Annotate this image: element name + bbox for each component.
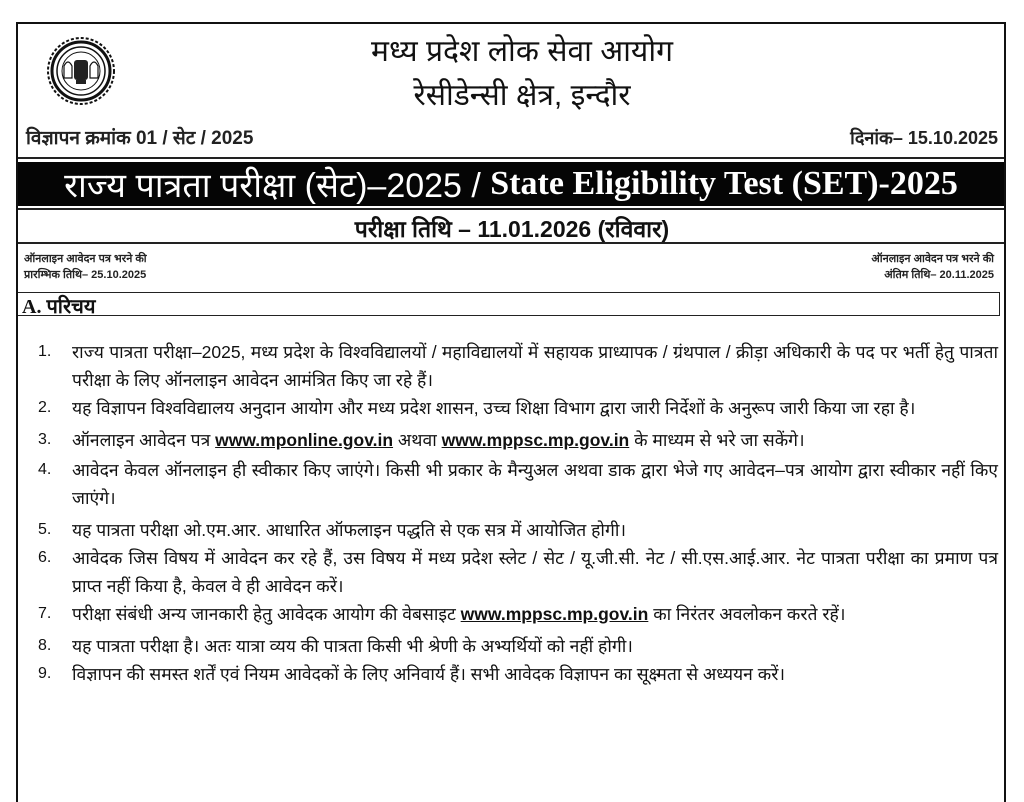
list-item: 2. यह विज्ञापन विश्वविद्यालय अनुदान आयोग और मध्य प्रदेश शासन, उच्च शिक्षा विभाग द्वारा जारी निर्देशों के अनुरूप जारी किया जा रहा है।	[38, 398, 916, 418]
exam-date-value: 11.01.2026	[477, 216, 592, 242]
advertisement-date	[850, 126, 998, 150]
section-heading-box	[18, 292, 1000, 316]
mppsc-website-link[interactable]: www.mppsc.mp.gov.in	[460, 604, 649, 624]
exam-date	[0, 212, 1024, 244]
section-heading: A. परिचय	[22, 296, 96, 318]
commission-address: रेसीडेन्सी क्षेत्र, इन्दौर	[413, 79, 631, 112]
mponline-link[interactable]: www.mponline.gov.in	[215, 430, 394, 450]
commission-name: मध्य प्रदेश लोक सेवा आयोग	[371, 35, 673, 68]
list-item: 8. यह पात्रता परीक्षा है। अतः यात्रा व्यय की पात्रता किसी भी श्रेणी के अभ्यर्थियों को नहीं होगी।	[38, 636, 633, 656]
exam-title-bar	[18, 162, 1004, 206]
exam-title-hindi: राज्य पात्रता परीक्षा (सेट)–2025 /	[64, 167, 481, 205]
list-item: 7. परीक्षा संबंधी अन्य जानकारी हेतु आवेदक आयोग की वेबसाइट www.mppsc.mp.gov.in का निरंतर अवलोकन करते रहें।	[38, 604, 846, 624]
divider	[18, 242, 1004, 244]
online-end-date: ऑनलाइन आवेदन पत्र भरने की अंतिम तिथि– 20.11.2025	[871, 253, 994, 281]
date-value: 15.10.2025	[907, 128, 998, 148]
mppsc-link[interactable]: www.mppsc.mp.gov.in	[441, 430, 630, 450]
introduction-points	[38, 338, 998, 688]
list-item: 5. यह पात्रता परीक्षा ओ.एम.आर. आधारित ऑफलाइन पद्धति से एक सत्र में आयोजित होगी।	[38, 520, 626, 540]
list-item: 1. राज्य पात्रता परीक्षा–2025, मध्य प्रदेश के विश्वविद्यालयों / महाविद्यालयों में सहायक प्राध्यापक / ग्रंथपाल / क्रीड़ा अधिकारी के पद पर भर्ती हेतु पात्रता परीक्षा के लिए ऑनलाइन आवेदन आमंत्रित किए जा रहे हैं।	[38, 342, 998, 390]
list-item: 9. विज्ञापन की समस्त शर्तें एवं नियम आवेदकों के लिए अनिवार्य हैं। सभी आवेदक विज्ञापन का सूक्ष्मता से अध्ययन करें।	[38, 664, 785, 684]
list-item: 6. आवेदक जिस विषय में आवेदन कर रहे हैं, उस विषय में मध्य प्रदेश स्लेट / सेट / यू.जी.सी. नेट / सी.एस.आई.आर. नेट पात्रता परीक्षा का प्रमाण पत्र प्राप्त नहीं किया है, केवल वे ही आवेदन करें।	[38, 548, 998, 596]
online-start-date: ऑनलाइन आवेदन पत्र भरने की प्रारम्भिक तिथि– 25.10.2025	[24, 253, 147, 281]
date-label: दिनांक–	[850, 128, 903, 148]
divider	[18, 157, 1004, 159]
divider	[18, 208, 1004, 210]
advertisement-number: विज्ञापन क्रमांक 01 / सेट / 2025	[26, 128, 254, 149]
exam-date-day: (रविवार)	[597, 216, 670, 242]
list-item: 3. ऑनलाइन आवेदन पत्र www.mponline.gov.in अथवा www.mppsc.mp.gov.in के माध्यम से भरे जा सकेंगे।	[38, 430, 805, 450]
list-item: 4. आवेदन केवल ऑनलाइन ही स्वीकार किए जाएंगे। किसी भी प्रकार के मैन्युअल अथवा डाक द्वारा भेजे गए आवेदन–पत्र आयोग द्वारा स्वीकार नहीं किए जाएंगे।	[38, 460, 998, 508]
exam-date-label: परीक्षा तिथि –	[354, 216, 471, 242]
exam-title-english: State Eligibility Test (SET)-2025	[490, 165, 958, 202]
